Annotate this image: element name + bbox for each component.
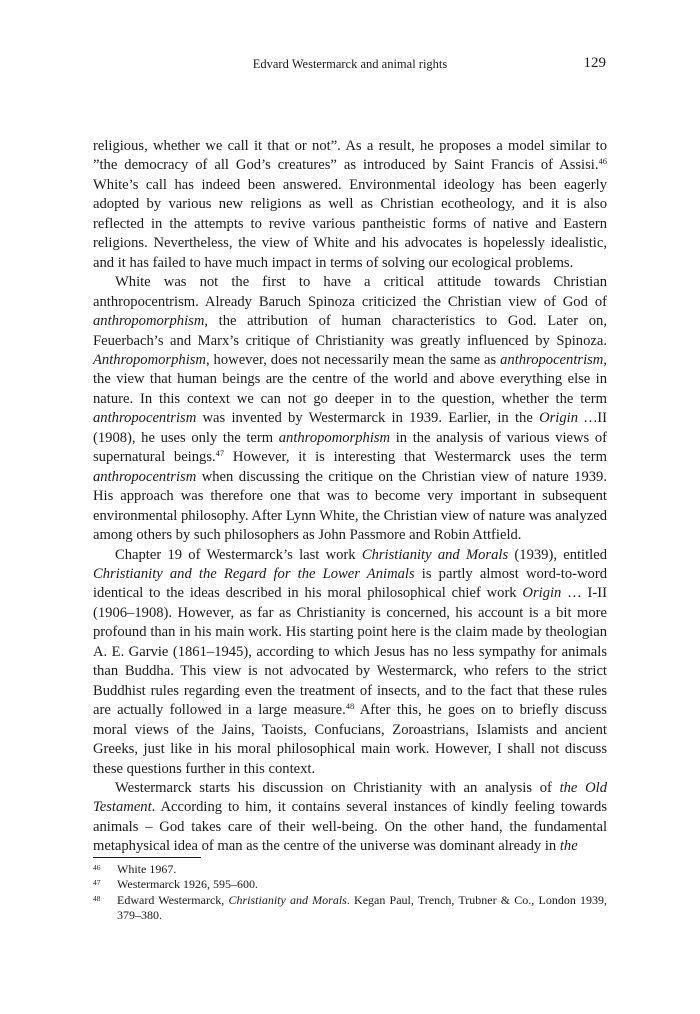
italic-text: Christianity and Morals <box>228 892 347 907</box>
footnote-number: 48 <box>93 893 101 903</box>
footnote-text <box>117 862 607 877</box>
text-run: White 1967. <box>117 862 177 876</box>
italic-text: Origin … <box>539 410 598 427</box>
text-run: , however, does not necessarily mean the same as <box>205 351 501 368</box>
footnote-reference: 47 <box>215 448 225 459</box>
text-run: White’s call has indeed been answered. Environmental ideology has been eagerly adopted by various new religions as well as Christian ecotheology, and it is also reflected in the attempts to revive various pantheistic forms of native and Eastern religions. Nevertheless, the view of White and his advocates is hopelessly idealistic, and it has failed to have much impact in terms of solving our ecological problems. <box>93 176 607 271</box>
footnote <box>93 877 607 892</box>
text-run: , the attribution of human characteristics to God. Later on, Feuerbach’s and Marx’s critique of Christianity was greatly influenced by Spinoza. <box>93 313 607 349</box>
footnote-number: 46 <box>93 863 101 872</box>
text-run: when discussing the critique on the Christian view of nature 1939. His approach was therefore one that was to become very important in subsequent environmental philosophy. After Lynn White, the Christian view of nature was analyzed among others by such philosophers as John Passmore and Robin Attfield. <box>93 468 607 544</box>
body-text <box>93 137 607 857</box>
text-run: . Kegan Paul, Trench, Trubner & Co., London 1939, 379–380. <box>117 892 607 923</box>
text-run: was invented by Westermarck in 1939. Earlier, in the <box>196 410 540 427</box>
text-run: in the analysis of various views of supernatural beings. <box>93 429 607 466</box>
italic-text: anthropocentrism <box>93 468 197 485</box>
italic-text: the <box>559 838 578 855</box>
footnote-number: 47 <box>93 878 101 888</box>
running-title: Edvard Westermarck and animal rights <box>252 57 448 71</box>
text-run: Chapter 19 of Westermarck’s last work <box>115 546 362 563</box>
italic-text: anthropomorphism <box>93 313 205 330</box>
italic-text: Anthropomorphism <box>93 351 206 368</box>
text-run: is partly almost word-to-word identical to the ideas described in his moral philosophical chief work <box>93 565 607 602</box>
paragraph <box>93 546 607 779</box>
text-run: (1939), entitled <box>508 546 607 563</box>
footnote-reference: 48 <box>345 701 355 712</box>
text-run: However, it is interesting that Westermarck uses the term <box>224 449 607 466</box>
running-header <box>93 55 607 75</box>
footnote <box>93 893 607 924</box>
paragraph <box>93 137 607 273</box>
footnote-text <box>117 893 607 924</box>
italic-text: anthropocentrism <box>93 410 197 427</box>
italic-text: Christianity and the Regard for the Lower Animals <box>93 565 415 582</box>
text-run: … I-II (1906–1908). However, as far as Christianity is concerned, his account is a bit more profound than in his main work. His starting point here is the claim made by theologian A. E. Garvie (1861–1945), according to which Jesus has no less sympathy for animals than Buddha. This view is not advocated by Westermarck, who refers to the strict Buddhist rules regarding even the treatment of insects, and to the fact that these rules are actually followed in a large measure. <box>93 585 607 719</box>
italic-text: anthropocentrism <box>500 351 604 368</box>
text-run: After this, he goes on to briefly discuss moral views of the Jains, Taoists, Confucians, Zoroastrians, Islamists and ancient Greeks, just like in his moral philosophical main work. However, I shall not discuss these questions further in this context. <box>93 702 607 777</box>
paragraph <box>93 779 607 857</box>
footnotes <box>93 862 607 924</box>
italic-text: the Old Testament <box>93 779 607 816</box>
paragraph <box>93 273 607 545</box>
footnote-text <box>117 877 607 892</box>
footnote-reference: 46 <box>598 156 607 167</box>
text-run: . According to him, it contains several instances of kindly feeling towards animals – God takes care of their well-being. On the other hand, the fundamental metaphysical idea of man as the centre of the universe was dominant already in <box>93 799 607 855</box>
text-run: Westermarck 1926, 595–600. <box>117 877 258 892</box>
text-run: religious, whether we call it that or not”. As a result, he proposes a model similar to ”the democracy of all God’s creatures” as introduced by Saint Francis of Assisi. <box>93 138 607 174</box>
text-run: Edward Westermarck, <box>117 892 229 907</box>
text-run: Westermarck starts his discussion on Christianity with an analysis of <box>115 779 560 796</box>
italic-text: Christianity and Morals <box>361 546 509 563</box>
footnote <box>93 862 607 877</box>
page-number: 129 <box>583 55 606 71</box>
text-run: , the view that human beings are the centre of the world and above everything else in nature. In this context we can not go deeper in to the question, whether the term <box>93 351 607 407</box>
italic-text: Origin <box>522 585 562 602</box>
text-run: II (1908), he uses only the term <box>93 410 607 446</box>
footnote-divider <box>93 857 201 858</box>
italic-text: anthropomorphism <box>278 429 391 446</box>
text-run: White was not the first to have a critical attitude towards Christian anthropocentrism. Already Baruch Spinoza criticized the Christian view of God of <box>93 274 607 310</box>
